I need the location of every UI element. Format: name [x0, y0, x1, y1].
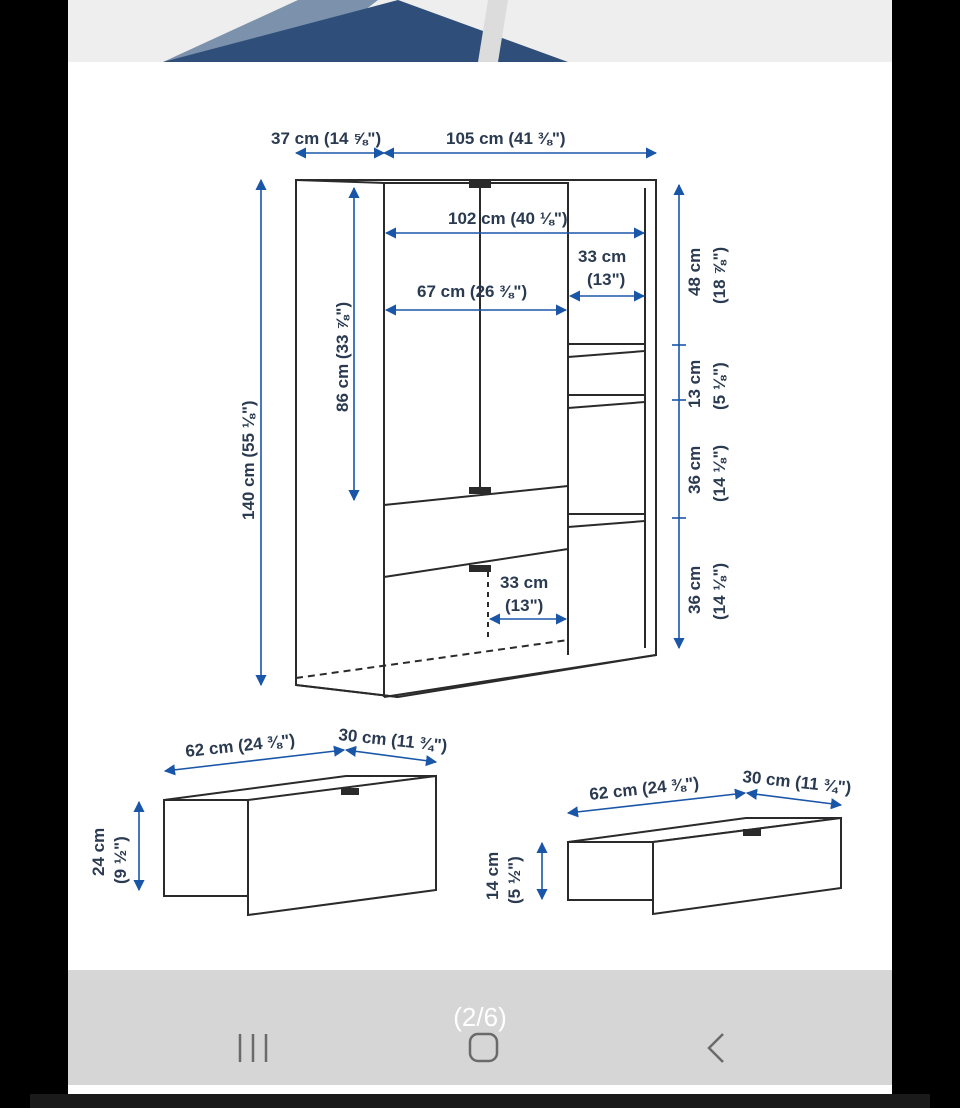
recent-apps-icon[interactable] — [240, 1034, 266, 1062]
shelf-depth-label: 33 cm — [578, 247, 627, 266]
lower-section-inch-label: (14 ⅛") — [710, 444, 729, 502]
small-drawer — [483, 767, 852, 914]
inner-depth-label: 33 cm — [500, 573, 549, 592]
top-section-label: 48 cm — [685, 247, 704, 296]
lower-section-label: 36 cm — [685, 445, 704, 494]
dimension-drawing — [68, 0, 892, 1094]
bottom-section-label: 36 cm — [685, 565, 704, 614]
mid-section-inch-label: (5 ⅛") — [710, 362, 729, 410]
home-icon[interactable] — [470, 1034, 497, 1061]
inner-depth-inch-label: (13") — [505, 596, 544, 615]
small-drawer-depth-label: 30 cm (11 ¾") — [741, 767, 853, 798]
mid-section-label: 13 cm — [685, 359, 704, 408]
page-indicator: (2/6) — [453, 1002, 507, 1032]
total-height-label: 140 cm (55 ⅛") — [239, 400, 258, 520]
bottom-section-inch-label: (14 ⅛") — [710, 562, 729, 620]
top-section-inch-label: (18 ⅞") — [710, 246, 729, 304]
back-icon[interactable] — [709, 1034, 723, 1062]
product-image-viewer — [68, 0, 892, 1094]
door-height-label: 86 cm (33 ⅞") — [333, 301, 352, 412]
large-drawer-height-label: 24 cm — [89, 827, 108, 876]
inner-width-label: 102 cm (40 ⅛") — [448, 209, 568, 228]
gesture-bar — [30, 1094, 930, 1108]
large-drawer — [89, 725, 448, 915]
door-width-label: 67 cm (26 ⅜") — [417, 282, 528, 301]
large-drawer-height-inch-label: (9 ½") — [111, 836, 130, 884]
small-drawer-height-inch-label: (5 ½") — [505, 856, 524, 904]
width-label: 105 cm (41 ⅜") — [446, 129, 566, 148]
small-drawer-height-label: 14 cm — [483, 851, 502, 900]
shelf-depth-inch-label: (13") — [587, 270, 626, 289]
large-drawer-depth-label: 30 cm (11 ¾") — [337, 725, 449, 756]
small-drawer-width-label: 62 cm (24 ⅜") — [588, 773, 700, 804]
large-drawer-width-label: 62 cm (24 ⅜") — [184, 730, 296, 761]
depth-label: 37 cm (14 ⅝") — [271, 129, 382, 148]
